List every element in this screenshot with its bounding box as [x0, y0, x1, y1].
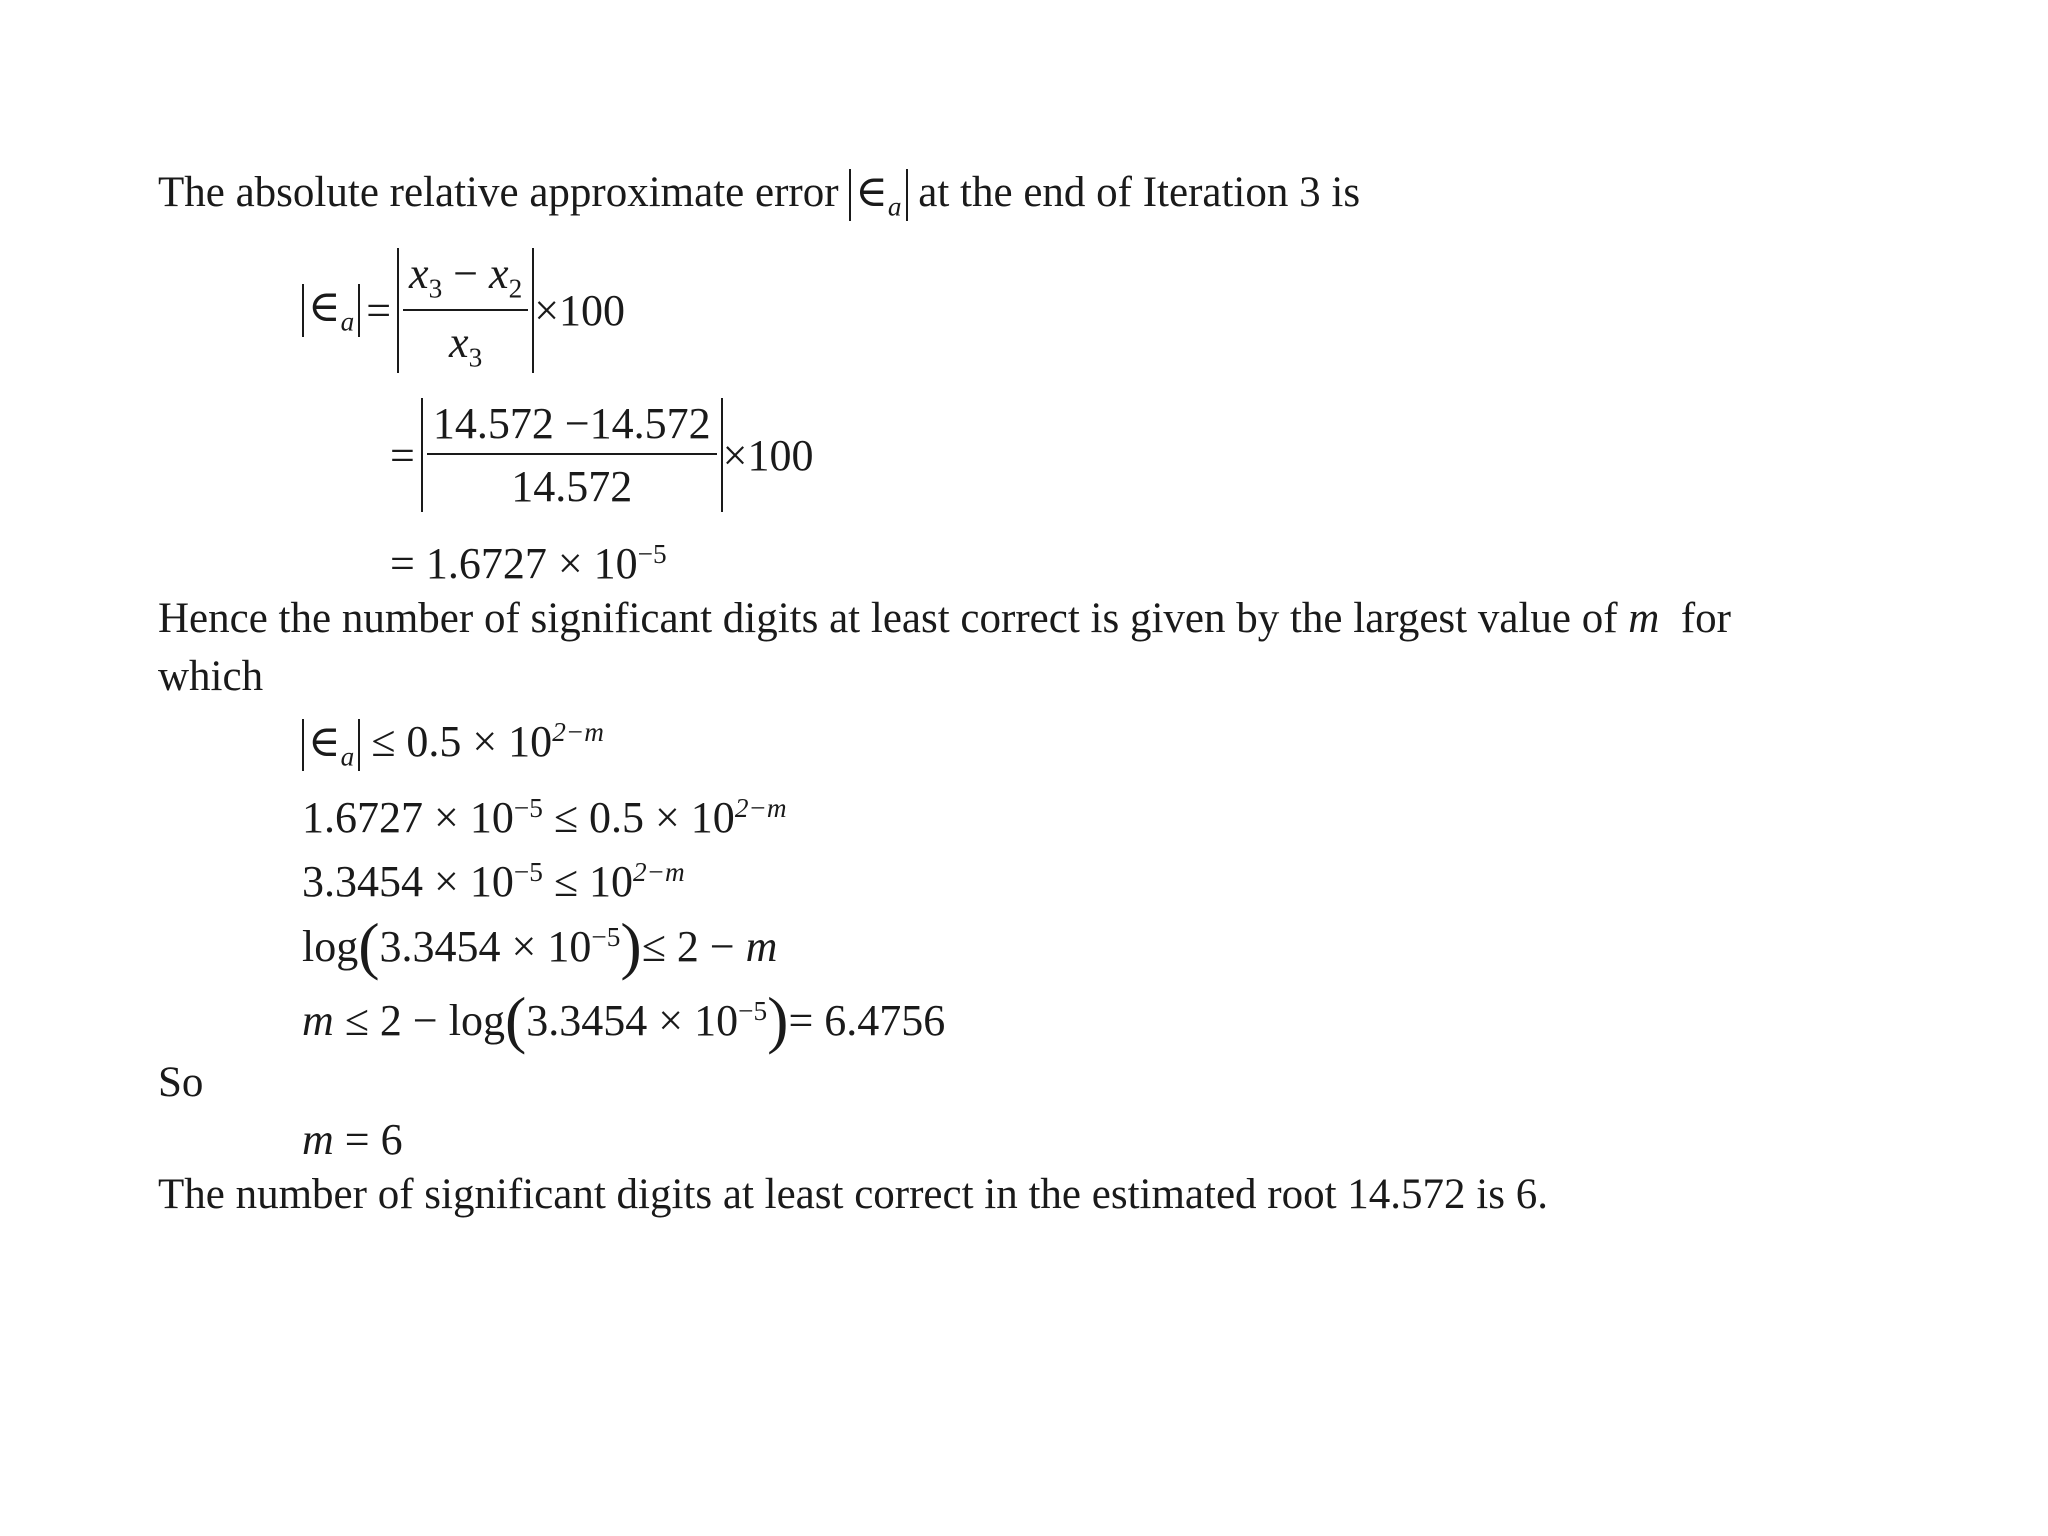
so-label: So [158, 1059, 204, 1106]
equation-error-substitution: = $\frac{14.572 -14.572}{14.572}$ ×100 [390, 399, 814, 511]
error-symbol: $\in_a$ [302, 284, 360, 336]
intro-line [158, 168, 1360, 221]
equation-error-result: = $1.6727 \times 10^{-5}$ [390, 539, 667, 588]
hence-line-2: which [158, 653, 264, 700]
error-symbol: $\in_a$ [849, 169, 907, 221]
hence-line: Hence the number of significant digits at least correct is given by the largest value of m for [158, 595, 1731, 642]
m-equals-6: m = 6 [302, 1115, 403, 1164]
intro-text-after: at the end of Iteration 3 is [918, 169, 1361, 216]
abs-fraction [421, 398, 723, 512]
inequality-1: $\in_a \le 0.5 \times 10^{2-m}$ [302, 716, 604, 771]
fraction: $\frac{x_3 - x_2}{x_3}$ [403, 248, 528, 373]
inequality-2: $1.6727 \times 10^{-5} \le 0.5 \times 10^{2-m}$ [302, 793, 787, 842]
conclusion-line: The number of significant digits at least correct in the estimated root 14.572 is 6. [158, 1171, 1548, 1218]
inequality-5: $m \le 2 - \log(3.3454 \times 10^{-5})= 6.4756$ [302, 984, 946, 1055]
inequality-4: $\log(3.3454 \times 10^{-5})\le 2 - m$ [302, 910, 778, 981]
abs-fraction [397, 248, 534, 373]
times-100: ×100 [534, 286, 626, 336]
inequality-3: $3.3454 \times 10^{-5} \le 10^{2-m}$ [302, 857, 685, 906]
times-100: ×100 [722, 430, 814, 480]
intro-text-before: The absolute relative approximate error [158, 169, 839, 216]
fraction: $\frac{14.572 -14.572}{14.572}$ [427, 398, 717, 512]
equation-error-definition: $\in_a$ = $\frac{x_3 - x_2}{x_3}$ ×100 [302, 248, 625, 373]
